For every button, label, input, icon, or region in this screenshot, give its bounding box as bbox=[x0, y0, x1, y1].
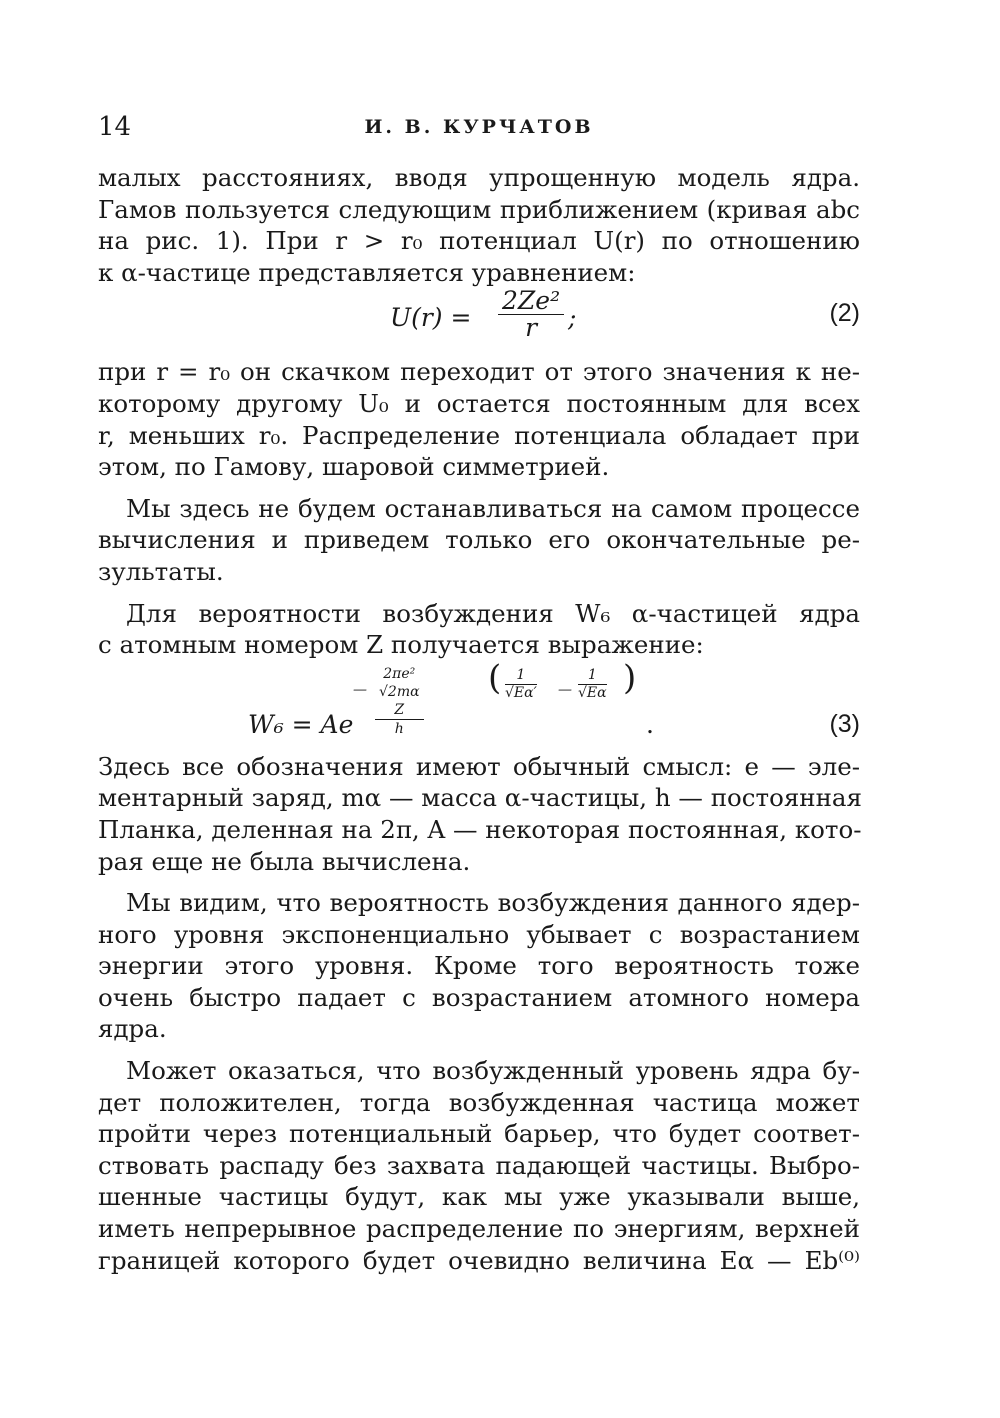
text-line: ментарный заряд, mα — масса α-частицы, h — постоянная bbox=[98, 783, 862, 813]
text-line: энергии этого уровня. Кроме того вероятность тоже bbox=[98, 951, 860, 981]
paragraph-7 bbox=[98, 1055, 860, 1276]
text-line: при r = r₀ он скачком переходит от этого значения к не- bbox=[98, 357, 860, 387]
eq3-lhs: W₆ = Ae bbox=[248, 709, 354, 739]
page-header bbox=[98, 112, 860, 152]
page-body bbox=[98, 162, 860, 1276]
paragraph-5 bbox=[98, 751, 860, 877]
text-line: вычисления и приведем только его окончательные ре- bbox=[98, 525, 860, 555]
text-line: очень быстро падает с возрастанием атомного номера bbox=[98, 982, 860, 1012]
text-line: r, меньших r₀. Распределение потенциала обладает при bbox=[98, 420, 860, 450]
eq3-term1: $\frac{1}{√E\alpha'}$ bbox=[505, 666, 537, 701]
eq2-numerator: 2Ze² bbox=[498, 288, 564, 315]
text-line: Для вероятности возбуждения W₆ α-частицей ядра bbox=[126, 598, 860, 628]
text-line: Здесь все обозначения имеют обычный смысл: e — эле- bbox=[98, 751, 860, 781]
text-line: которому другому U₀ и остается постоянным для всех bbox=[98, 388, 860, 418]
text-line: дет положителен, тогда возбужденная частица может bbox=[98, 1087, 860, 1117]
eq2-label: (2) bbox=[829, 299, 860, 328]
text-line: шенные частицы будут, как мы уже указывали выше, bbox=[98, 1182, 860, 1212]
equation-3: W₆ = Ae — $\frac{\text{2πe² √2mα Z}}{h}$ ( $\frac{1}{√E\alpha'}$ — $\frac{1}{√E\alpha}$ ) . (3) bbox=[248, 657, 860, 739]
text-line: пройти через потенциальный барьер, что будет соответ- bbox=[98, 1119, 860, 1149]
eq2-tail: ; bbox=[568, 303, 577, 333]
eq2-lhs: U(r) = bbox=[390, 303, 472, 333]
text-line: Гамов пользуется следующим приближением (кривая abc bbox=[98, 194, 860, 224]
text-line: Мы видим, что вероятность возбуждения данного ядер- bbox=[126, 888, 860, 918]
text-line: рая еще не была вычислена. bbox=[98, 846, 471, 876]
text-line: малых расстояниях, вводя упрощенную модель ядра. bbox=[98, 163, 860, 192]
eq3-exp-fraction bbox=[375, 665, 424, 738]
eq3-label: (3) bbox=[829, 709, 860, 738]
paragraph-4 bbox=[98, 598, 860, 661]
text-line: этом, по Гамову, шаровой симметрией. bbox=[98, 452, 610, 482]
text-line: Мы здесь не будем останавливаться на самом процессе bbox=[126, 493, 860, 523]
eq3-exp-denominator: h bbox=[394, 720, 404, 737]
text-line: иметь непрерывное распределение по энергиям, верхней bbox=[98, 1214, 860, 1244]
text-line: Может оказаться, что возбужденный уровень ядра бу- bbox=[126, 1056, 860, 1086]
text-line: с атомным номером Z получается выражение: bbox=[98, 630, 704, 660]
equation-2 bbox=[98, 288, 860, 356]
paragraph-2 bbox=[98, 356, 860, 482]
text-line: Планка, деленная на 2π, A — некоторая постоянная, кото- bbox=[98, 814, 862, 844]
text-line: к α-частице представляется уравнением: bbox=[98, 257, 636, 287]
text-line: границей которого будет очевидно величина Eα — Eb⁽⁰⁾ bbox=[98, 1245, 860, 1275]
paragraph-6 bbox=[98, 887, 860, 1045]
paragraph-3 bbox=[98, 493, 860, 588]
eq3-term2: $\frac{1}{√E\alpha}$ bbox=[578, 666, 607, 701]
text-line: ядра. bbox=[98, 1014, 167, 1044]
eq2-denominator: r bbox=[525, 313, 538, 343]
paragraph-1 bbox=[98, 162, 860, 288]
text-line: зультаты. bbox=[98, 556, 224, 586]
text-line: ного уровня экспоненциально убывает с возрастанием bbox=[98, 919, 860, 949]
page-number: 14 bbox=[98, 112, 132, 142]
text-line: ствовать распаду без захвата падающей частицы. Выбро- bbox=[98, 1150, 860, 1180]
eq2-fraction bbox=[498, 288, 564, 341]
text-line: на рис. 1). При r > r₀ потенциал U(r) по отношению bbox=[98, 226, 860, 256]
eq3-exp-numerator: 2πe² √2mα Z bbox=[375, 665, 424, 720]
running-head: И. В. КУРЧАТОВ bbox=[364, 116, 594, 138]
